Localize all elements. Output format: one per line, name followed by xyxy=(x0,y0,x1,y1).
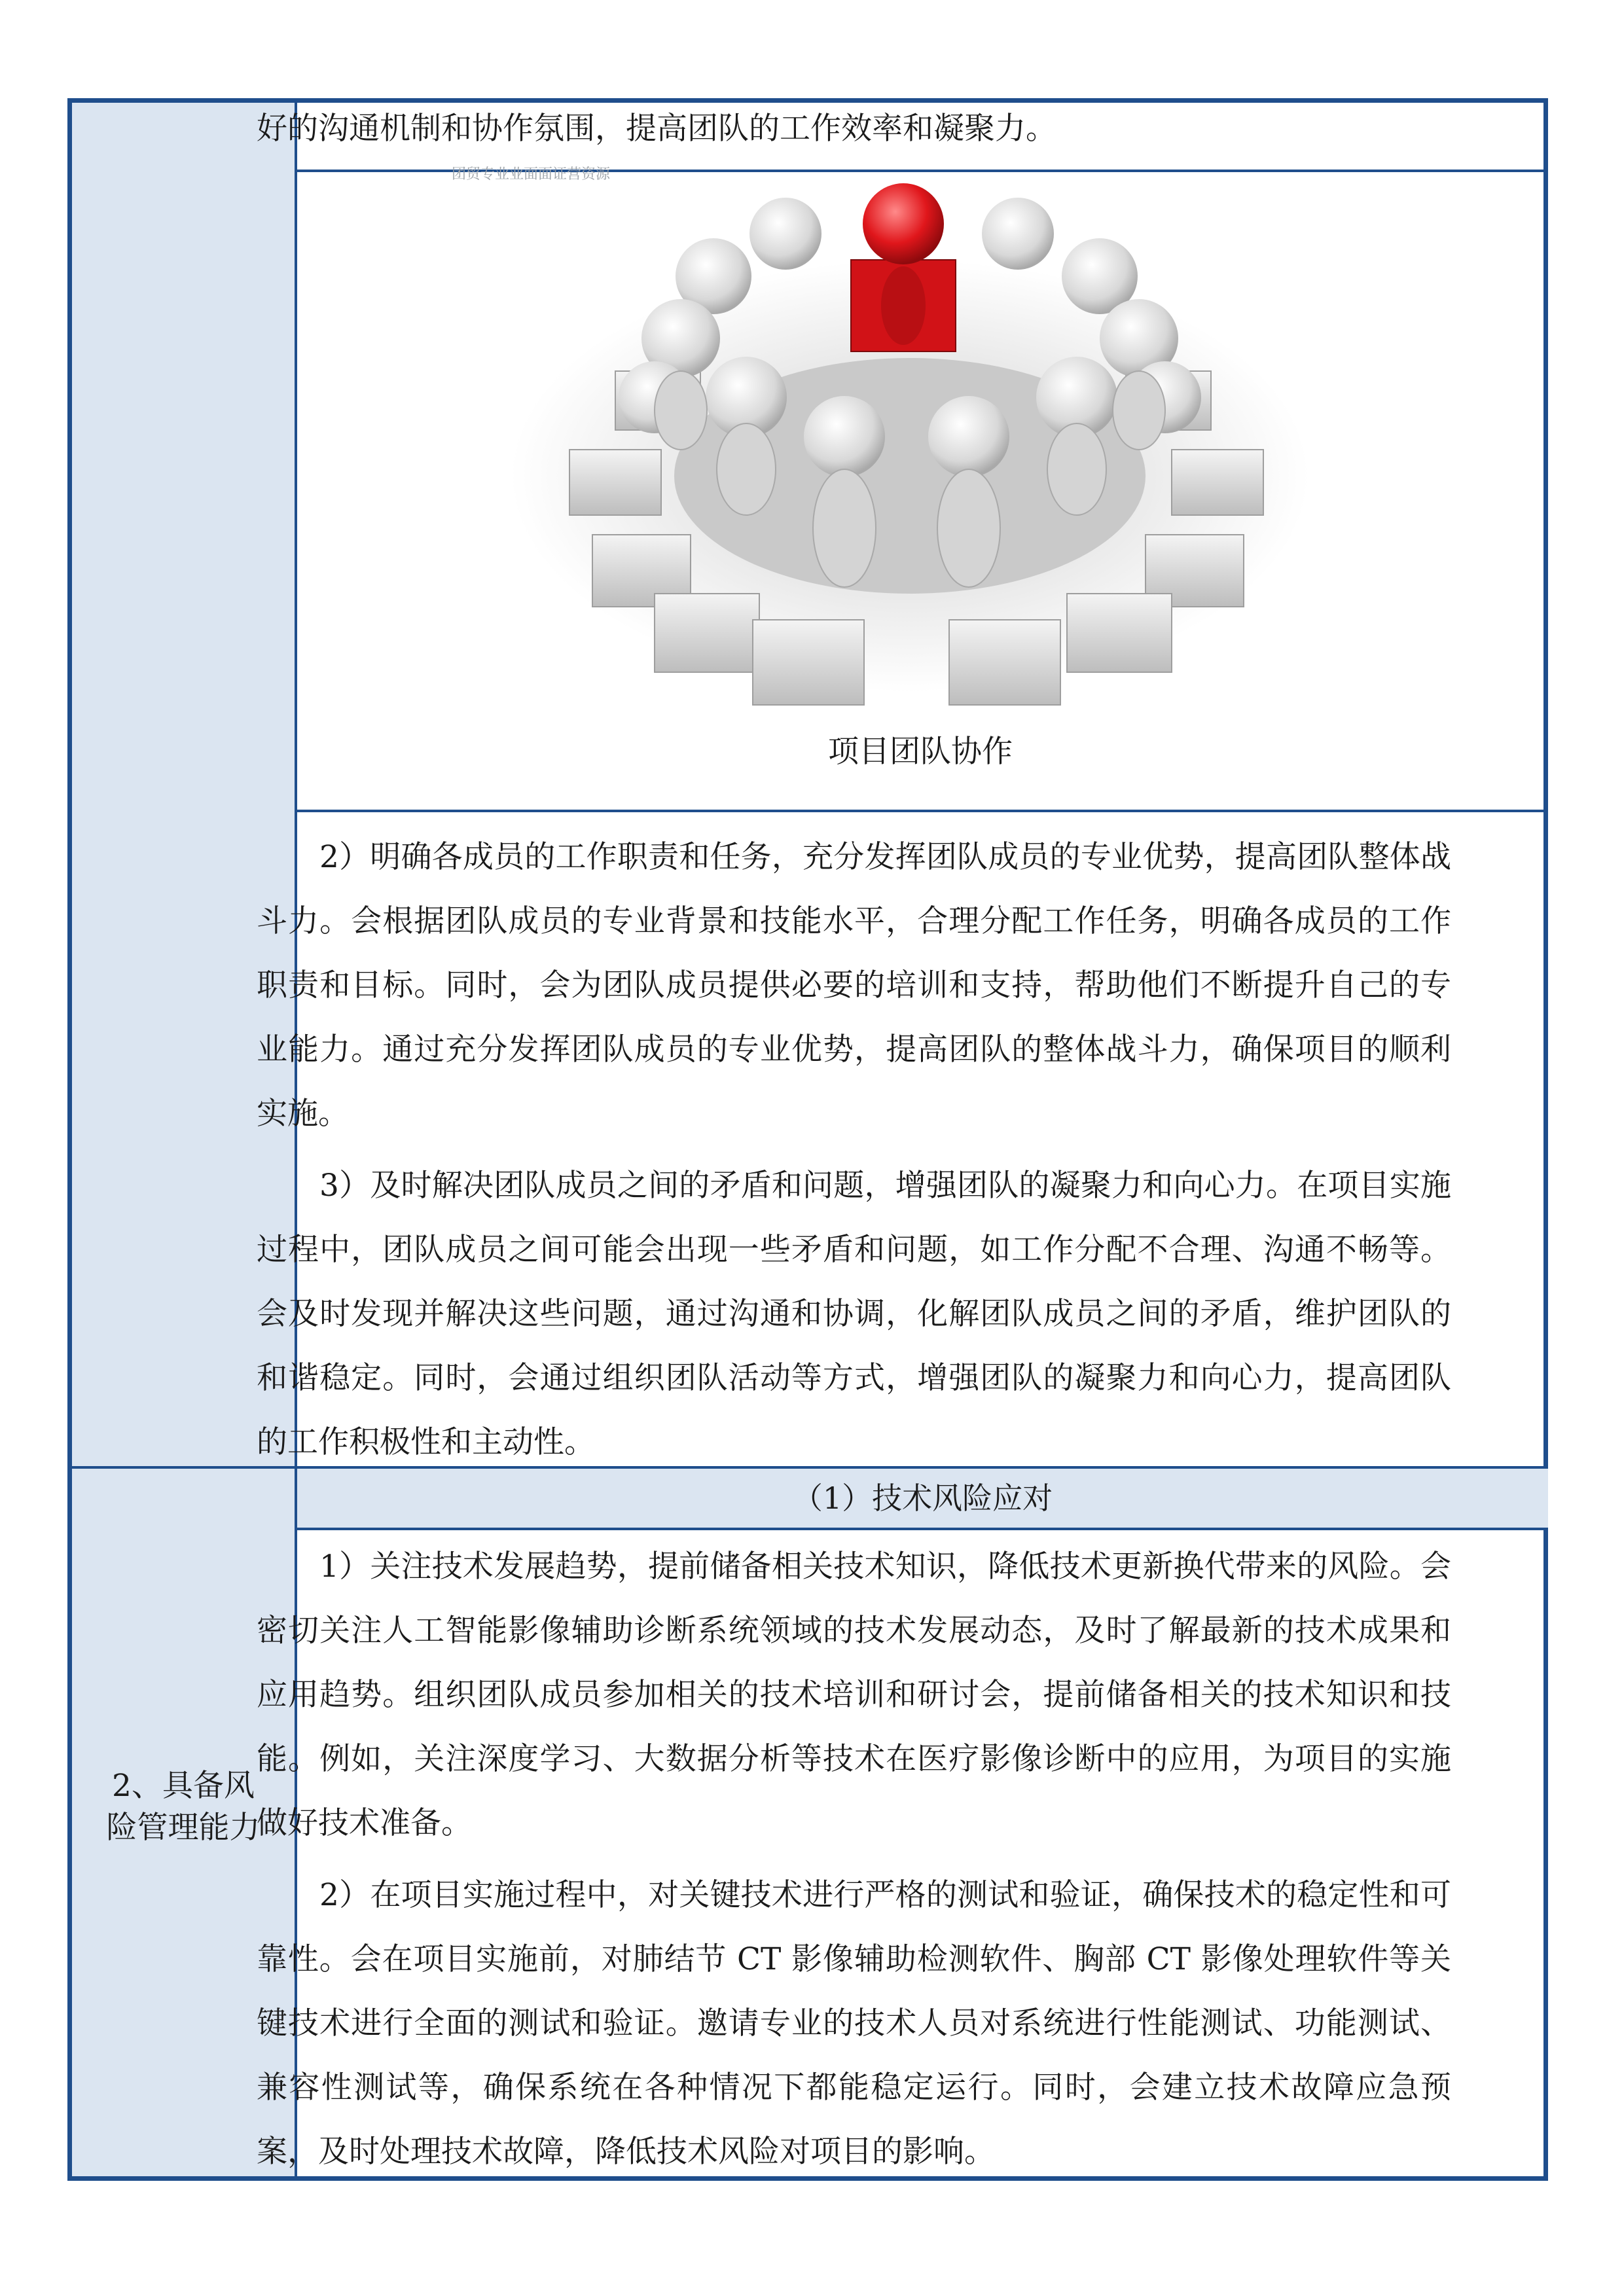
row-divider xyxy=(295,1528,1548,1530)
section-label-line2: 险管理能力 xyxy=(106,1810,261,1846)
paragraph-conflict-resolution: 3）及时解决团队成员之间的矛盾和问题，增强团队的凝聚力和向心力。在项目实施过程中，团队成员之间可能会出现一些矛盾和问题，如工作分配不合理、沟通不畅等。会及时发现并解决这些问题，通过沟通和协调，化解团队成员之间的矛盾，维护团队的和谐稳定。同时，会通过组织团队活动等方式，增强团队的凝聚力和向心力，提高团队的工作积极性和主动性。 xyxy=(257,1168,1451,1460)
paragraph-continuation: 好的沟通机制和协作氛围，提高团队的工作效率和凝聚力。 xyxy=(257,111,1056,147)
paragraph-responsibilities: 2）明确各成员的工作职责和任务，充分发挥团队成员的专业优势，提高团队整体战斗力。会根据团队成员的专业背景和技能水平，合理分配工作任务，明确各成员的工作职责和目标。同时，会为团队成员提供必要的培训和支持，帮助他们不断提升自己的专业能力。通过充分发挥团队成员的专业优势，提高团队的整体战斗力，确保项目的顺利实施。 xyxy=(257,839,1451,1132)
figure-caption: 项目团队协作 xyxy=(828,734,1013,770)
paragraph-tech-testing: 2）在项目实施过程中，对关键技术进行严格的测试和验证，确保技术的稳定性和可靠性。会在项目实施前，对肺结节 CT 影像辅助检测软件、胸部 CT 影像处理软件等关键技术进行全面的测试和验证。邀请专业的技术人员对系统进行性能测试、功能测试、兼容性测试等，确保系统在各种情况下都能稳定运行。同时，会建立技术故障应急预案，及时处理技术故障，降低技术风险对项目的影响。 xyxy=(257,1877,1451,2170)
image-watermark: 团贸专业业面面证营资源 xyxy=(452,166,611,183)
section-heading: （1）技术风险应对 xyxy=(297,1469,1548,1528)
paragraph-tech-trends: 1）关注技术发展趋势，提前储备相关技术知识，降低技术更新换代带来的风险。会密切关注人工智能影像辅助诊断系统领域的技术发展动态，及时了解最新的技术成果和应用趋势。组织团队成员参加相关的技术培训和研讨会，提前储备相关的技术知识和技能。例如，关注深度学习、大数据分析等技术在医疗影像诊断中的应用，为项目的实施做好技术准备。 xyxy=(257,1549,1451,1841)
row-divider xyxy=(295,810,1548,812)
section-label-line1: 2、具备风 xyxy=(112,1768,255,1804)
team-collaboration-image xyxy=(439,162,1368,711)
table-frame xyxy=(67,98,1548,2181)
